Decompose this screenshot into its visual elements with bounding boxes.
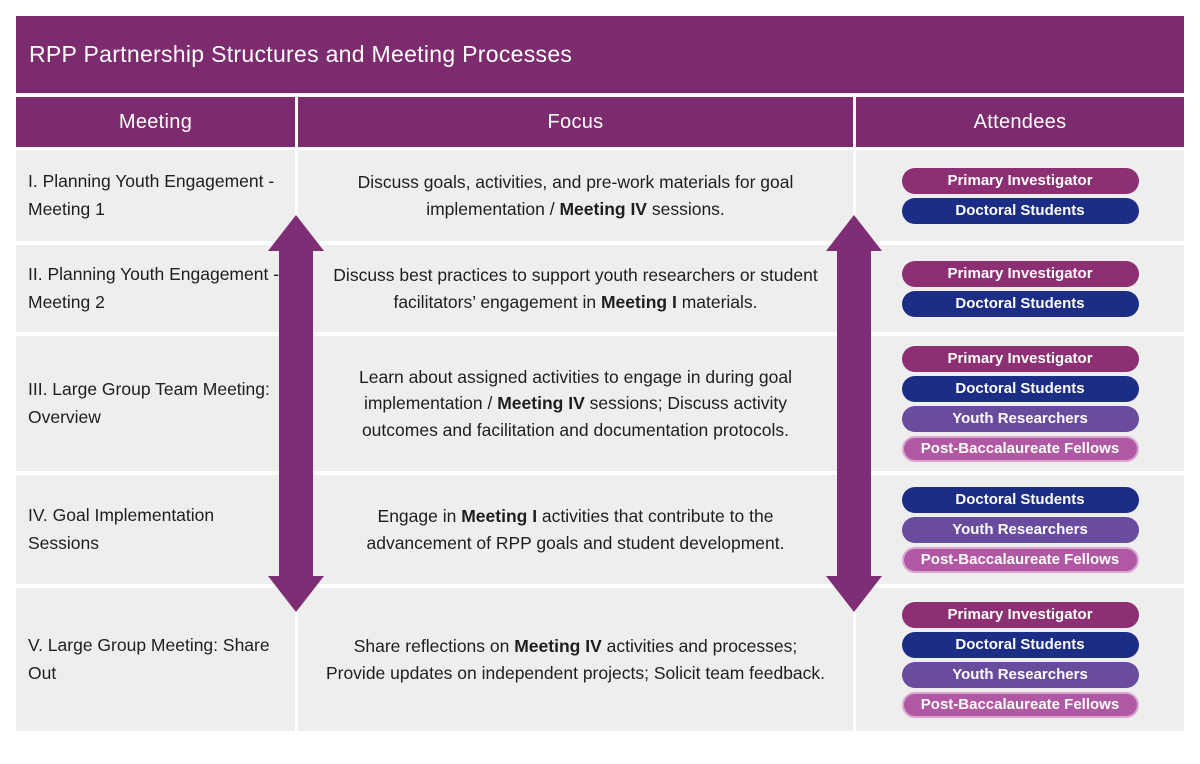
title-bar <box>16 16 1184 93</box>
attendee-badge-primary-investigator: Primary Investigator <box>902 346 1139 372</box>
page-title: RPP Partnership Structures and Meeting Processes <box>29 41 573 67</box>
attendees-cell-row-5 <box>856 588 1184 731</box>
focus-text: Discuss goals, activities, and pre-work materials for goal implementation / Meeting IV sessions. <box>357 172 794 219</box>
rpp-structures-table <box>16 16 1184 731</box>
column-header-meeting: Meeting <box>16 97 295 147</box>
focus-text: Learn about assigned activities to engage in during goal implementation / Meeting IV sessions; Discuss activity outcomes and facilitation and documentation protocols. <box>359 367 792 440</box>
column-header-focus: Focus <box>298 97 853 147</box>
attendee-badge-youth-researchers: Youth Researchers <box>902 662 1139 688</box>
attendees-cell-row-2 <box>856 245 1184 332</box>
attendee-badge-doctoral-students: Doctoral Students <box>902 198 1139 224</box>
attendee-badge-doctoral-students: Doctoral Students <box>902 291 1139 317</box>
focus-cell-row-5 <box>298 588 853 731</box>
attendee-badge-post-baccalaureate-fellows: Post-Baccalaureate Fellows <box>902 547 1139 573</box>
attendee-badge-primary-investigator: Primary Investigator <box>902 168 1139 194</box>
attendee-badge-doctoral-students: Doctoral Students <box>902 632 1139 658</box>
attendees-cell-row-3 <box>856 336 1184 471</box>
focus-cell-row-2 <box>298 245 853 332</box>
attendee-badge-doctoral-students: Doctoral Students <box>902 487 1139 513</box>
focus-text: Discuss best practices to support youth researchers or student facilitators’ engagement in Meeting I materials. <box>333 265 818 312</box>
focus-text: Share reflections on Meeting IV activities and processes; Provide updates on independent projects; Solicit team feedback. <box>325 636 826 683</box>
attendee-badge-primary-investigator: Primary Investigator <box>902 261 1139 287</box>
attendees-cell-row-1 <box>856 150 1184 241</box>
focus-text: Engage in Meeting I activities that contribute to the advancement of RPP goals and student development. <box>366 506 785 553</box>
focus-cell-row-3 <box>298 336 853 471</box>
table-body <box>16 150 1184 731</box>
meeting-cell-row-2: II. Planning Youth Engagement - Meeting 2 <box>16 245 295 332</box>
column-header-attendees: Attendees <box>856 97 1184 147</box>
table-header-row <box>16 97 1184 147</box>
meeting-cell-row-1: I. Planning Youth Engagement - Meeting 1 <box>16 150 295 241</box>
attendees-cell-row-4 <box>856 475 1184 584</box>
meeting-cell-row-5: V. Large Group Meeting: Share Out <box>16 588 295 731</box>
focus-cell-row-4 <box>298 475 853 584</box>
attendee-badge-youth-researchers: Youth Researchers <box>902 517 1139 543</box>
meeting-cell-row-3: III. Large Group Team Meeting: Overview <box>16 336 295 471</box>
meeting-cell-row-4: IV. Goal Implementation Sessions <box>16 475 295 584</box>
attendee-badge-post-baccalaureate-fellows: Post-Baccalaureate Fellows <box>902 436 1139 462</box>
attendee-badge-primary-investigator: Primary Investigator <box>902 602 1139 628</box>
attendee-badge-youth-researchers: Youth Researchers <box>902 406 1139 432</box>
attendee-badge-post-baccalaureate-fellows: Post-Baccalaureate Fellows <box>902 692 1139 718</box>
attendee-badge-doctoral-students: Doctoral Students <box>902 376 1139 402</box>
focus-cell-row-1 <box>298 150 853 241</box>
